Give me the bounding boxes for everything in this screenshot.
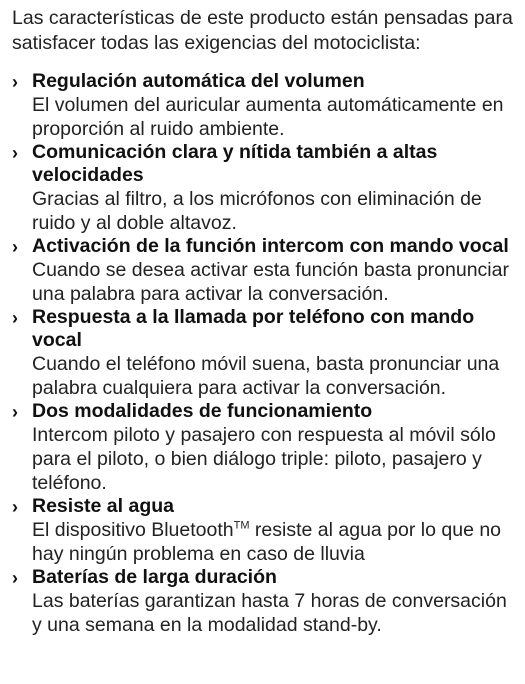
feature-item-phone-answer (12, 306, 515, 400)
feature-title: Regulación automática del volumen (32, 70, 365, 92)
feature-description: Cuando se desea activar esta función basta pronunciar una palabra para activar la conversación. (32, 259, 509, 305)
feature-description (32, 518, 515, 566)
feature-title: Resiste al agua (32, 495, 174, 517)
chevron-bullet-icon: › (12, 497, 18, 517)
feature-description: El volumen del auricular aumenta automáticamente en proporción al ruido ambiente. (32, 94, 504, 140)
feature-item-clear-communication (12, 141, 515, 235)
feature-title: Dos modalidades de funcionamiento (32, 400, 373, 422)
trademark-mark: TM (233, 519, 250, 532)
feature-item-intercom-voice (12, 235, 515, 306)
feature-title: Respuesta a la llamada por teléfono con mando vocal (32, 306, 475, 351)
chevron-bullet-icon: › (12, 568, 18, 588)
feature-list (12, 70, 515, 637)
chevron-bullet-icon: › (12, 402, 18, 422)
feature-item-battery (12, 566, 515, 637)
feature-description: Gracias al filtro, a los micrófonos con eliminación de ruido y al doble altavoz. (32, 188, 482, 234)
intro-paragraph: Las características de este producto están pensadas para satisfacer todas las exigencias del motociclista: (12, 7, 513, 54)
feature-description: Cuando el teléfono móvil suena, basta pronunciar una palabra cualquiera para activar la conversación. (32, 353, 500, 399)
chevron-bullet-icon: › (12, 308, 18, 328)
feature-item-water-resistant (12, 495, 515, 566)
description-text: resiste al agua por lo que no hay ningún problema en caso de lluvia (32, 519, 502, 565)
chevron-bullet-icon: › (12, 143, 18, 163)
feature-item-volume (12, 70, 515, 141)
feature-title: Comunicación clara y nítida también a altas velocidades (32, 141, 438, 186)
feature-title: Activación de la función intercom con mando vocal (32, 235, 509, 257)
feature-item-two-modes (12, 400, 515, 495)
chevron-bullet-icon: › (12, 72, 18, 92)
feature-description: Las baterías garantizan hasta 7 horas de conversación y una semana en la modalidad stand-by. (32, 590, 507, 636)
description-text: El dispositivo Bluetooth (32, 519, 234, 541)
chevron-bullet-icon: › (12, 237, 18, 257)
feature-description: Intercom piloto y pasajero con respuesta al móvil sólo para el piloto, o bien diálogo triple: piloto, pasajero y teléfono. (32, 424, 496, 494)
feature-title: Baterías de larga duración (32, 566, 277, 588)
